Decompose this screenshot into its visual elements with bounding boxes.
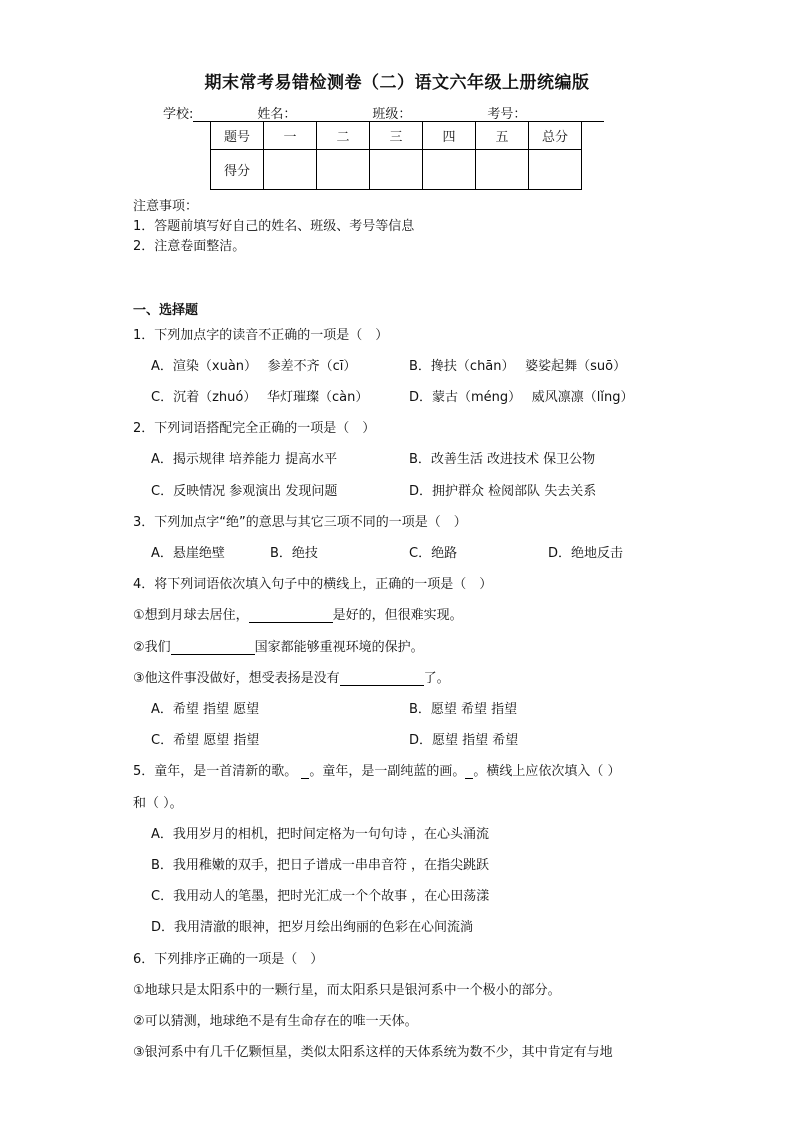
sentence-2: ②可以猜测，地球绝不是有生命存在的唯一天体。 — [133, 1014, 418, 1029]
option-a[interactable]: A．我用岁月的相机，把时间定格为一句句诗 ，在心头涌流 — [151, 827, 490, 842]
option-d[interactable]: D．拥护群众 检阅部队 失去关系 — [409, 484, 597, 499]
score-row-label: 得分 — [211, 150, 264, 190]
stem-text: 。童年，是一副纯蓝的画。 — [309, 764, 466, 779]
option-c[interactable]: C．我用动人的笔墨，把时光汇成一个个故事 ，在心田荡漾 — [151, 889, 490, 904]
student-info-row — [163, 103, 604, 122]
school-label: 学校: — [163, 107, 194, 122]
option-b[interactable]: B．绝技 — [270, 546, 318, 561]
notice-item: 2．注意卷面整洁。 — [133, 239, 246, 254]
sentence-text: 了。 — [423, 671, 450, 686]
name-label: 姓名： — [257, 107, 297, 122]
score-cell[interactable] — [476, 150, 529, 190]
score-header-cell: 三 — [370, 122, 423, 150]
option-c[interactable]: C．希望 愿望 指望 — [151, 733, 260, 748]
question-stem — [133, 760, 621, 779]
fill-blank[interactable] — [249, 608, 333, 623]
sentence-1: ①地球只是太阳系中的一颗行星，而太阳系只是银河系中一个极小的部分。 — [133, 983, 561, 998]
option-d[interactable]: D．愿望 指望 希望 — [409, 733, 519, 748]
score-table — [210, 121, 582, 190]
sentence-text: ②我们 — [133, 640, 171, 655]
score-header-cell: 题号 — [211, 122, 264, 150]
question-stem: 3．下列加点字“绝”的意思与其它三项不同的一项是（ ） — [133, 515, 467, 530]
option-d[interactable]: D．我用清澈的眼神，把岁月绘出绚丽的色彩在心间流淌 — [151, 920, 474, 935]
question-stem: 6．下列排序正确的一项是（ ） — [133, 952, 324, 967]
sentence-3: ③银河系中有几千亿颗恒星，类似太阳系这样的天体系统为数不少，其中肯定有与地 — [133, 1045, 613, 1060]
question-stem: 2．下列词语搭配完全正确的一项是（ ） — [133, 421, 376, 436]
score-header-cell: 一 — [264, 122, 317, 150]
score-cell[interactable] — [529, 150, 582, 190]
option-d[interactable]: D．绝地反击 — [548, 546, 624, 561]
fill-blank[interactable] — [171, 640, 255, 655]
sentence-1 — [133, 604, 463, 623]
name-blank[interactable] — [296, 107, 372, 122]
page-title: 期末常考易错检测卷（二）语文六年级上册统编版 — [204, 73, 590, 93]
exam-no-blank[interactable] — [526, 107, 604, 122]
option-b[interactable]: B．搀扶（chān） 婆娑起舞（suō） — [409, 359, 627, 374]
fill-blank[interactable] — [340, 671, 424, 686]
school-blank[interactable] — [193, 107, 257, 122]
score-header-cell: 五 — [476, 122, 529, 150]
sentence-2 — [133, 636, 424, 655]
option-c[interactable]: C．沉着（zhuó） 华灯璀璨（càn） — [151, 390, 369, 405]
stem-text: 5．童年，是一首清新的歌。 — [133, 764, 302, 779]
option-a[interactable]: A．揭示规律 培养能力 提高水平 — [151, 452, 338, 467]
sentence-text: 是好的，但很难实现。 — [332, 608, 463, 623]
sentence-text: ③他这件事没做好，想受表扬是没有 — [133, 671, 340, 686]
stem-text: 。横线上应依次填入（ ） — [473, 764, 621, 779]
option-c[interactable]: C．绝路 — [409, 546, 458, 561]
score-cell[interactable] — [423, 150, 476, 190]
option-b[interactable]: B．改善生活 改进技术 保卫公物 — [409, 452, 596, 467]
option-d[interactable]: D．蒙古（méng） 威风凛凛（lǐng） — [409, 390, 634, 405]
sentence-3 — [133, 667, 450, 686]
score-table-header-row — [211, 122, 582, 150]
score-header-cell: 总分 — [529, 122, 582, 150]
option-a[interactable]: A．悬崖绝壁 — [151, 546, 225, 561]
notice-item: 1．答题前填写好自己的姓名、班级、考号等信息 — [133, 219, 415, 234]
question-stem: 4．将下列词语依次填入句子中的横线上，正确的一项是（ ） — [133, 577, 493, 592]
sentence-text: 国家都能够重视环境的保护。 — [254, 640, 424, 655]
score-header-cell: 四 — [423, 122, 476, 150]
score-cell[interactable] — [370, 150, 423, 190]
option-a[interactable]: A．希望 指望 愿望 — [151, 702, 260, 717]
class-label: 班级： — [372, 107, 412, 122]
option-b[interactable]: B．愿望 希望 指望 — [409, 702, 518, 717]
notice-heading: 注意事项： — [133, 199, 199, 214]
question-stem-cont: 和（ ）。 — [133, 796, 183, 811]
question-stem: 1．下列加点字的读音不正确的一项是（ ） — [133, 328, 389, 343]
option-b[interactable]: B．我用稚嫩的双手，把日子谱成一串串音符 ，在指尖跳跃 — [151, 858, 490, 873]
score-cell[interactable] — [264, 150, 317, 190]
section-heading: 一、选择题 — [133, 303, 199, 318]
option-c[interactable]: C．反映情况 参观演出 发现问题 — [151, 484, 338, 499]
sentence-text: ①想到月球去居住， — [133, 608, 249, 623]
option-a[interactable]: A．渲染（xuàn） 参差不齐（cī） — [151, 359, 357, 374]
score-table-score-row — [211, 150, 582, 190]
class-blank[interactable] — [411, 107, 487, 122]
score-cell[interactable] — [317, 150, 370, 190]
exam-no-label: 考号： — [487, 107, 527, 122]
score-header-cell: 二 — [317, 122, 370, 150]
